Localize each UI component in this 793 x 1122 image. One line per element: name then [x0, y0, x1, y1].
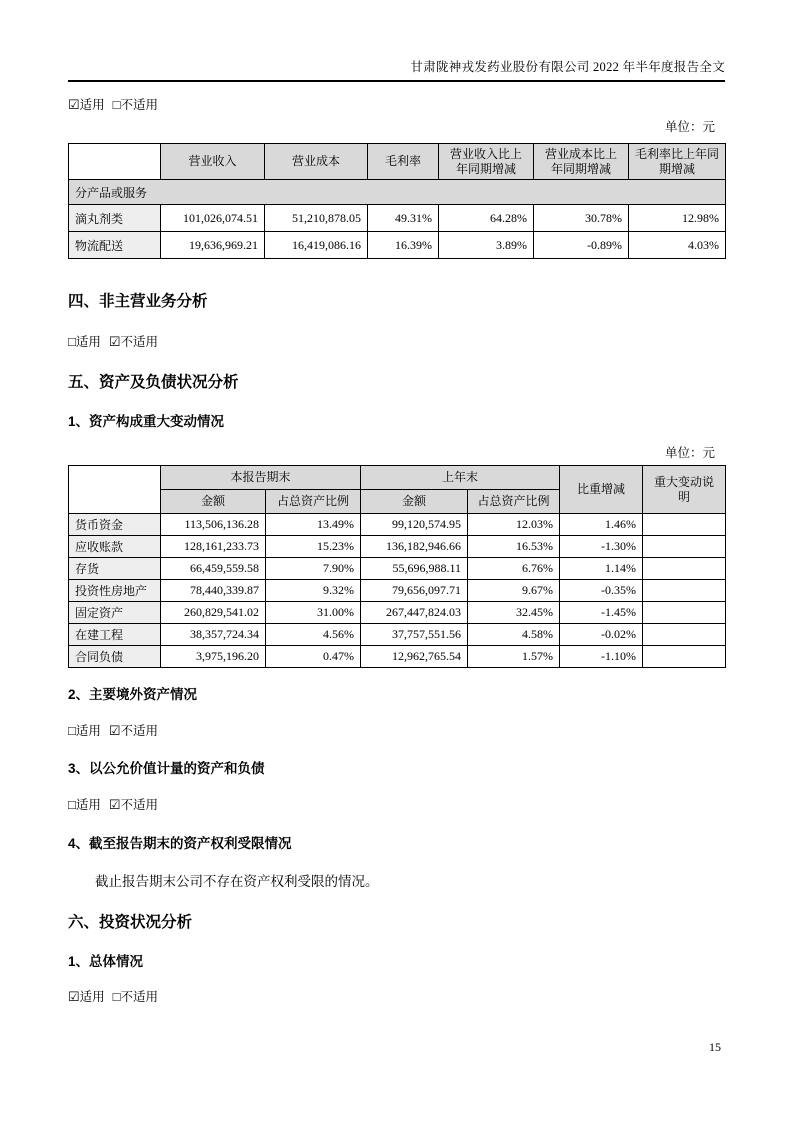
- col-header-revenue-yoy: 营业收入比上年同期增减: [439, 144, 534, 180]
- col-header-ratio-prior: 占总资产比例: [468, 490, 560, 514]
- cell-value: 9.32%: [266, 580, 361, 602]
- section-5-1-heading: 1、资产构成重大变动情况: [68, 414, 225, 429]
- cell-value: 113,506,136.28: [161, 514, 266, 536]
- table-row: [69, 646, 726, 668]
- cell-value: 7.90%: [266, 558, 361, 580]
- col-header-revenue: 营业收入: [161, 144, 265, 180]
- cell-note: [643, 536, 726, 558]
- cell-value: 32.45%: [468, 602, 560, 624]
- cell-value: -0.35%: [560, 580, 643, 602]
- checkbox-unchecked-icon: □: [112, 989, 121, 1004]
- cell-note: [643, 646, 726, 668]
- cell-value: 0.47%: [266, 646, 361, 668]
- revenue-by-product-table: [68, 143, 726, 259]
- cell-value: 30.78%: [534, 205, 629, 232]
- table-row: [69, 536, 726, 558]
- row-label: 存货: [69, 558, 161, 580]
- cell-value: 51,210,878.05: [265, 205, 368, 232]
- table-group-row: [69, 180, 726, 205]
- checkbox-checked-icon: ☑: [68, 989, 80, 1004]
- cell-value: 3,975,196.20: [161, 646, 266, 668]
- table-row: [69, 602, 726, 624]
- cell-value: 49.31%: [368, 205, 439, 232]
- cell-value: -0.89%: [534, 232, 629, 259]
- cell-value: 37,757,551.56: [361, 624, 468, 646]
- table-row: [69, 205, 726, 232]
- not-applicable-label: 不适用: [120, 798, 159, 812]
- cell-value: -1.30%: [560, 536, 643, 558]
- cell-value: 4.58%: [468, 624, 560, 646]
- cell-value: 267,447,824.03: [361, 602, 468, 624]
- table-header-row: [69, 144, 726, 180]
- section-6-heading: 六、投资状况分析: [68, 914, 193, 931]
- cell-value: 101,026,074.51: [161, 205, 265, 232]
- applicable-label: 适用: [75, 724, 101, 738]
- section-5-2-heading: 2、主要境外资产情况: [68, 687, 198, 702]
- cell-value: 9.67%: [468, 580, 560, 602]
- cell-value: -0.02%: [560, 624, 643, 646]
- applicability-line-s52: [68, 723, 725, 739]
- table-row: [69, 624, 726, 646]
- cell-value: 4.03%: [629, 232, 726, 259]
- table-corner-cell: [69, 144, 161, 180]
- checkbox-unchecked-icon: □: [68, 797, 76, 812]
- section-5-3-heading: 3、以公允价值计量的资产和负债: [68, 761, 265, 776]
- not-applicable-label: 不适用: [120, 990, 159, 1004]
- col-group-prior-period: 上年末: [361, 466, 560, 490]
- header-divider: [68, 80, 725, 82]
- page-number: 15: [709, 1040, 721, 1054]
- cell-value: 1.14%: [560, 558, 643, 580]
- cell-value: 128,161,233.73: [161, 536, 266, 558]
- unit-label: 单位：元: [664, 120, 715, 134]
- cell-value: 79,656,097.71: [361, 580, 468, 602]
- cell-value: -1.45%: [560, 602, 643, 624]
- cell-value: -1.10%: [560, 646, 643, 668]
- table-row: [69, 232, 726, 259]
- col-header-weight-change: 比重增减: [560, 466, 643, 514]
- row-label: 在建工程: [69, 624, 161, 646]
- applicability-line-top: [68, 97, 725, 113]
- col-header-gross-margin: 毛利率: [368, 144, 439, 180]
- not-applicable-label: 不适用: [120, 98, 159, 112]
- cell-value: 38,357,724.34: [161, 624, 266, 646]
- cell-value: 64.28%: [439, 205, 534, 232]
- cell-value: 136,182,946.66: [361, 536, 468, 558]
- section-5-4-paragraph: 截止报告期末公司不存在资产权利受限的情况。: [95, 874, 379, 889]
- row-label: 合同负债: [69, 646, 161, 668]
- table-header-row-1: [69, 466, 726, 490]
- cell-note: [643, 602, 726, 624]
- cell-value: 260,829,541.02: [161, 602, 266, 624]
- col-header-amount-current: 金额: [161, 490, 266, 514]
- unit-label: 单位：元: [664, 446, 715, 460]
- checkbox-checked-icon: ☑: [68, 97, 80, 112]
- applicability-line-s61: [68, 989, 725, 1005]
- not-applicable-label: 不适用: [120, 335, 159, 349]
- cell-value: 3.89%: [439, 232, 534, 259]
- applicable-label: 适用: [75, 798, 101, 812]
- cell-value: 12.98%: [629, 205, 726, 232]
- row-label: 投资性房地产: [69, 580, 161, 602]
- row-label: 滴丸剂类: [69, 205, 161, 232]
- checkbox-checked-icon: ☑: [108, 797, 121, 812]
- row-label: 固定资产: [69, 602, 161, 624]
- applicable-label: 适用: [79, 98, 105, 112]
- applicable-label: 适用: [79, 990, 105, 1004]
- col-header-cost-yoy: 营业成本比上年同期增减: [534, 144, 629, 180]
- cell-value: 19,636,969.21: [161, 232, 265, 259]
- cell-value: 6.76%: [468, 558, 560, 580]
- not-applicable-label: 不适用: [120, 724, 159, 738]
- cell-value: 12.03%: [468, 514, 560, 536]
- checkbox-unchecked-icon: □: [68, 723, 76, 738]
- col-group-current-period: 本报告期末: [161, 466, 361, 490]
- applicability-line-s53: [68, 797, 725, 813]
- section-4-heading: 四、非主营业务分析: [68, 293, 208, 310]
- table-row: [69, 580, 726, 602]
- cell-note: [643, 624, 726, 646]
- section-5-4-heading: 4、截至报告期末的资产权利受限情况: [68, 836, 292, 851]
- row-label: 物流配送: [69, 232, 161, 259]
- document-title: 甘肃陇神戎发药业股份有限公司 2022 年半年度报告全文: [410, 60, 725, 74]
- col-header-cost: 营业成本: [265, 144, 368, 180]
- group-label: 分产品或服务: [69, 180, 726, 205]
- row-label: 货币资金: [69, 514, 161, 536]
- cell-value: 4.56%: [266, 624, 361, 646]
- col-header-amount-prior: 金额: [361, 490, 468, 514]
- applicability-line-s4: [68, 334, 725, 350]
- checkbox-checked-icon: ☑: [108, 334, 121, 349]
- cell-note: [643, 558, 726, 580]
- cell-value: 1.46%: [560, 514, 643, 536]
- table-corner-cell: [69, 466, 161, 514]
- cell-value: 31.00%: [266, 602, 361, 624]
- cell-value: 16,419,086.16: [265, 232, 368, 259]
- cell-note: [643, 514, 726, 536]
- col-header-margin-yoy: 毛利率比上年同期增减: [629, 144, 726, 180]
- cell-value: 12,962,765.54: [361, 646, 468, 668]
- cell-value: 55,696,988.11: [361, 558, 468, 580]
- cell-value: 1.57%: [468, 646, 560, 668]
- cell-value: 16.39%: [368, 232, 439, 259]
- cell-value: 13.49%: [266, 514, 361, 536]
- checkbox-checked-icon: ☑: [108, 723, 121, 738]
- cell-value: 16.53%: [468, 536, 560, 558]
- cell-value: 78,440,339.87: [161, 580, 266, 602]
- section-5-heading: 五、资产及负债状况分析: [68, 374, 239, 391]
- checkbox-unchecked-icon: □: [112, 97, 121, 112]
- row-label: 应收账款: [69, 536, 161, 558]
- cell-note: [643, 580, 726, 602]
- cell-value: 99,120,574.95: [361, 514, 468, 536]
- cell-value: 66,459,559.58: [161, 558, 266, 580]
- applicable-label: 适用: [75, 335, 101, 349]
- checkbox-unchecked-icon: □: [68, 334, 76, 349]
- table-row: [69, 558, 726, 580]
- col-header-major-change-note: 重大变动说明: [643, 466, 726, 514]
- asset-composition-table: [68, 465, 726, 668]
- col-header-ratio-current: 占总资产比例: [266, 490, 361, 514]
- section-6-1-heading: 1、总体情况: [68, 954, 144, 969]
- table-row: [69, 514, 726, 536]
- cell-value: 15.23%: [266, 536, 361, 558]
